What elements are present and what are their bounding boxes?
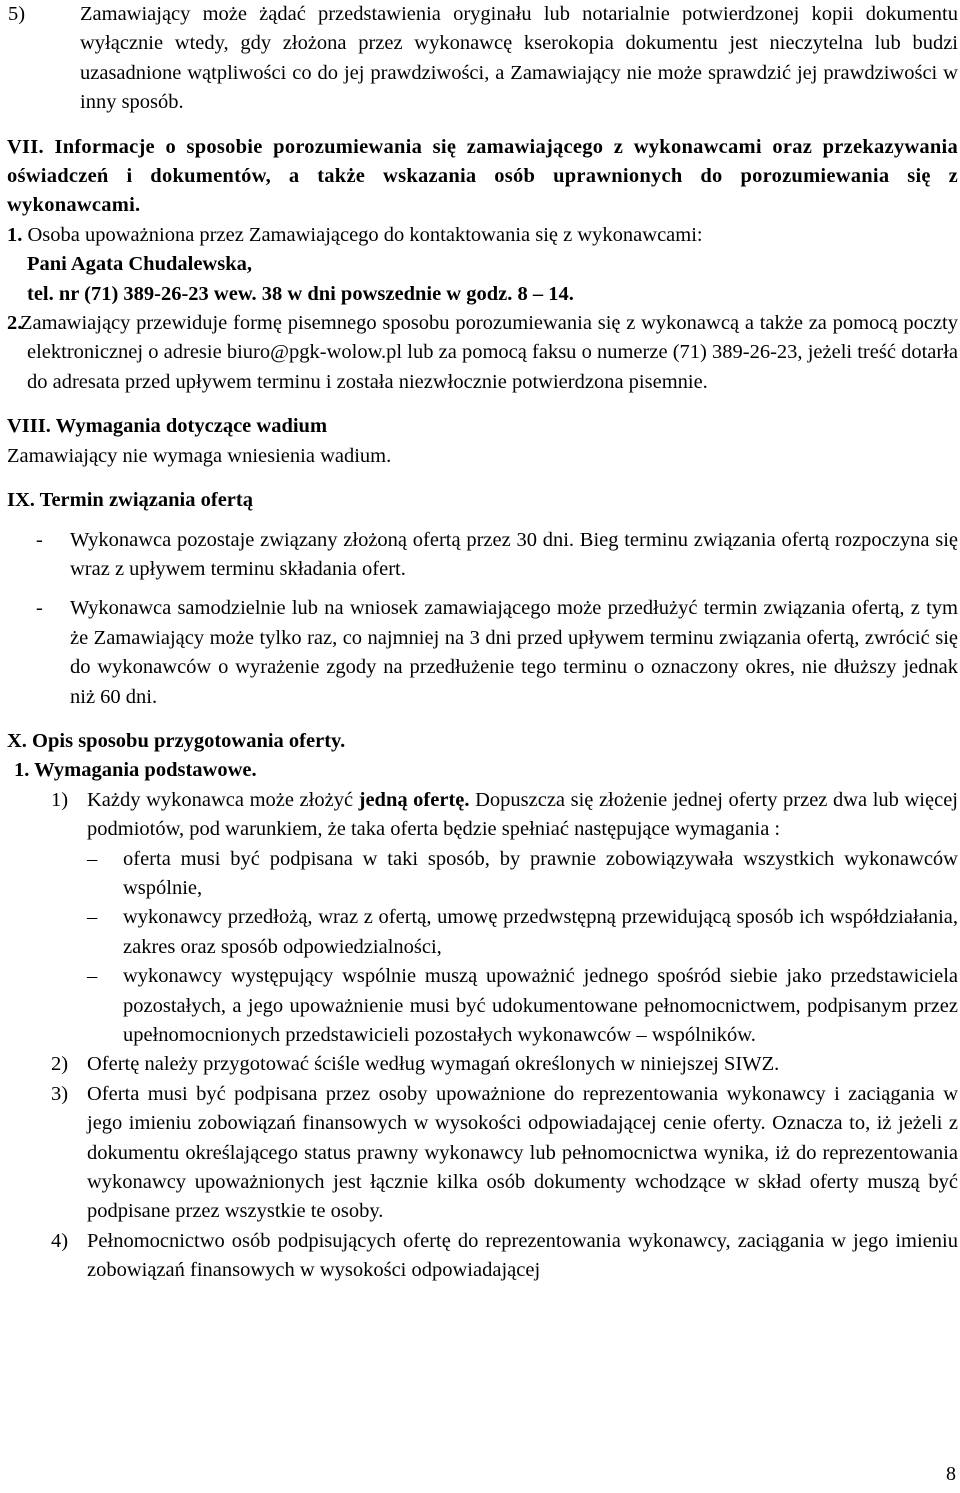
dash-text: wykonawcy przedłożą, wraz z ofertą, umowę przedwstępną przewidującą sposób ich współdziałania, zakres oraz sposób odpowiedzialności, [123, 906, 958, 958]
dash-marker: - [36, 528, 43, 551]
section-ix-bullet-1 [0, 526, 958, 585]
list-marker: 3) [51, 1082, 69, 1105]
dash-marker: – [87, 965, 98, 988]
contact-phone: tel. nr (71) 389-26-23 wew. 38 w dni powszednie w godz. 8 – 14. [27, 282, 574, 305]
page-number: 8 [946, 1463, 956, 1485]
dash-text: oferta musi być podpisana w taki sposób, by prawnie zobowiązywała wszystkich wykonawców wspólnie, [123, 847, 958, 899]
section-x-item-1 [0, 786, 958, 845]
dash-text: wykonawcy występujący wspólnie muszą upoważnić jednego spośród siebie jako przedstawiciela pozostałych, a jego upoważnienie musi być udokumentowane pełnomocnictwem, podpisanym przez upełnomocnionych przedstawicieli pozostałych wykonawców – wspólników. [123, 965, 958, 1046]
dash-marker: – [87, 906, 98, 929]
section-heading-ix: IX. Termin związania ofertą [7, 489, 253, 512]
item-text-part: Dopuszcza się złożenie jednej oferty przez dwa lub więcej podmiotów, pod warunkiem, że taka oferta będzie spełniać następujące wymagania : [87, 788, 958, 841]
section-x-item-4 [0, 1227, 958, 1286]
item-text: Oferta musi być podpisana przez osoby upoważnione do reprezentowania wykonawcy i zaciągania w jego imieniu zobowiązań finansowych w wysokości odpowiadającej cenie oferty. Oznacza to, iż jeżeli z dokumentu określającego status prawny wykonawcy lub pełnomocnictwa wynika, iż do reprezentowania wykonawcy upoważnionych jest łącznie kilka osób dokumenty wchodzące w skład oferty muszą być podpisane przez wszystkie te osoby. [87, 1082, 958, 1223]
dash-marker: – [87, 847, 98, 870]
item-number: 1. [7, 223, 23, 246]
item-text: Pełnomocnictwo osób podpisujących ofertę do reprezentowania wykonawcy, zaciągania w jego imieniu zobowiązań finansowych w wysokości odpowiadającej [87, 1229, 958, 1282]
item-text-emphasis: jedną ofertę. [358, 788, 470, 811]
item-text: Ofertę należy przygotować ściśle według wymagań określonych w niniejszej SIWZ. [87, 1053, 780, 1076]
section-vii-item-1 [7, 221, 958, 250]
list-marker: 5) [8, 3, 26, 25]
bullet-text: Wykonawca pozostaje związany złożoną ofertą przez 30 dni. Bieg terminu związania ofertą rozpoczyna się wraz z upływem terminu składania ofert. [70, 528, 958, 580]
list-marker: 1) [51, 788, 69, 811]
item-text: Osoba upoważniona przez Zamawiającego do kontaktowania się z wykonawcami: [22, 223, 703, 246]
requirement-dash-2 [0, 903, 958, 962]
item-text-part: Każdy wykonawca może złożyć [87, 788, 359, 811]
paragraph-text: Zamawiający może żądać przedstawienia oryginału lub notarialnie potwierdzonej kopii dokumentu wyłącznie wtedy, gdy złożona przez wykonawcę kserokopia dokumentu jest nieczytelna lub budzi uzasadnione wątpliwości co do jej prawdziwości, a Zamawiający nie może sprawdzić jej prawdziwości w inny sposób. [80, 3, 958, 114]
item-text: Zamawiający przewiduje formę pisemnego sposobu porozumiewania się z wykonawcą a także za pomocą poczty elektronicznej o adresie biuro@pgk-wolow.pl lub za pomocą faksu o numerze (71) 389-26-23, jeżeli treść dotarła do adresata przed upływem terminu i została niezwłocznie potwierdzona pisemnie. [20, 312, 958, 393]
list-marker: 4) [51, 1229, 69, 1252]
requirement-dash-3 [0, 962, 958, 1050]
section-heading-vii: VII. Informacje o sposobie porozumiewania się zamawiającego z wykonawcami oraz przekazywania oświadczeń i dokumentów, a także wskazania osób uprawnionych do porozumiewania się z wykonawcami. [7, 135, 958, 217]
list-item-5 [0, 0, 958, 118]
section-ix-bullet-2 [0, 594, 958, 712]
item-text [87, 786, 958, 845]
list-marker: 2) [51, 1053, 69, 1076]
section-heading-viii: VIII. Wymagania dotyczące wadium [7, 415, 328, 438]
section-viii-text: Zamawiający nie wymaga wniesienia wadium. [7, 444, 392, 467]
section-x-item-3 [0, 1080, 958, 1227]
section-x-item-2 [0, 1050, 958, 1079]
requirement-dash-1 [0, 845, 958, 904]
section-heading-x: X. Opis sposobu przygotowania oferty. [7, 729, 346, 752]
section-vii-item-2 [0, 309, 958, 397]
dash-marker: - [36, 597, 43, 620]
bullet-text: Wykonawca samodzielnie lub na wniosek zamawiającego może przedłużyć termin związania ofertą, z tym że Zamawiający może tylko raz, co najmniej na 3 dni przed upływem terminu związania ofertą, zwrócić się do wykonawców o wyrażenie zgody na przedłużenie tego terminu o oznaczony okres, nie dłuższy jednak niż 60 dni. [70, 597, 958, 708]
contact-name: Pani Agata Chudalewska, [27, 253, 252, 276]
item-number: 2. [7, 312, 23, 335]
subsection-heading: 1. Wymagania podstawowe. [14, 759, 257, 782]
